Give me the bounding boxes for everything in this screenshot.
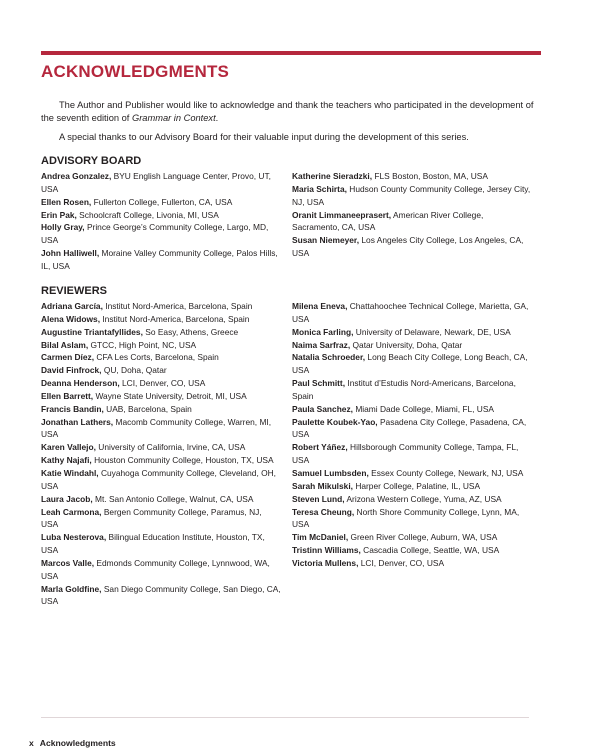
person-name: Samuel Lumbsden, xyxy=(292,467,369,478)
acknowledgment-entry xyxy=(41,209,281,222)
person-affiliation: Pasadena City College, Pasadena, CA, USA xyxy=(292,416,527,440)
person-affiliation: Hillsborough Community College, Tampa, FL, USA xyxy=(292,442,519,466)
person-name: Erin Pak, xyxy=(41,209,77,220)
intro-paragraph-2: A special thanks to our Advisory Board for their valuable input during the development of this series. xyxy=(59,132,469,143)
person-name: Holly Gray, xyxy=(41,222,85,233)
person-affiliation: University of Delaware, Newark, DE, USA xyxy=(355,326,511,337)
person-name: Leah Carmona, xyxy=(41,506,102,517)
header-rule xyxy=(41,51,541,55)
person-name: Katherine Sieradzki, xyxy=(292,171,373,181)
person-affiliation: GTCC, High Point, NC, USA xyxy=(90,339,197,350)
person-name: Naima Sarfraz, xyxy=(292,339,351,350)
acknowledgment-entry xyxy=(292,234,532,260)
page-footer xyxy=(29,738,122,748)
person-affiliation: Miami Dade College, Miami, FL, USA xyxy=(355,403,495,414)
person-affiliation: BYU English Language Center, Provo, UT, USA xyxy=(41,171,271,194)
person-affiliation: Hudson County Community College, Jersey City, NJ, USA xyxy=(292,183,531,207)
person-affiliation: Harper College, Palatine, IL, USA xyxy=(355,480,481,491)
person-name: Francis Bandin, xyxy=(41,403,104,414)
acknowledgment-entry xyxy=(41,170,281,196)
intro-text-part: . xyxy=(215,112,219,123)
person-name: Tim McDaniel, xyxy=(292,532,349,543)
person-name: Katie Windahl, xyxy=(41,467,99,478)
person-name: John Halliwell, xyxy=(41,248,100,259)
person-name: Alena Widows, xyxy=(41,313,101,324)
acknowledgment-entry xyxy=(41,339,281,352)
acknowledgment-entry xyxy=(41,454,281,467)
person-affiliation: American River College, Sacramento, CA, USA xyxy=(292,209,484,233)
person-name: Milena Eneva, xyxy=(292,301,348,311)
acknowledgment-entry xyxy=(41,441,281,454)
person-affiliation: Essex County College, Newark, NJ, USA xyxy=(371,467,524,478)
intro-text xyxy=(41,99,539,151)
acknowledgment-entry xyxy=(41,583,281,609)
person-name: Tristinn Williams, xyxy=(292,545,361,556)
footer-label: Acknowledgments xyxy=(39,738,116,748)
advisory-board-left-column xyxy=(41,170,281,273)
person-name: Paul Schmitt, xyxy=(292,378,346,389)
acknowledgment-entry xyxy=(292,209,532,235)
person-affiliation: So Easy, Athens, Greece xyxy=(145,326,239,337)
acknowledgment-entry xyxy=(41,313,281,326)
acknowledgment-entry xyxy=(292,557,532,570)
person-name: Susan Niemeyer, xyxy=(292,235,360,246)
person-affiliation: Institut Nord-America, Barcelona, Spain xyxy=(102,313,250,324)
acknowledgment-entry xyxy=(41,416,281,442)
acknowledgment-entry xyxy=(41,403,281,416)
intro-paragraph-1 xyxy=(41,99,539,124)
person-name: Luba Nesterova, xyxy=(41,532,107,543)
person-name: Natalia Schroeder, xyxy=(292,352,366,363)
person-affiliation: FLS Boston, Boston, MA, USA xyxy=(374,171,488,181)
acknowledgment-entry xyxy=(292,544,532,557)
person-name: Laura Jacob, xyxy=(41,493,93,504)
person-name: Robert Yáñez, xyxy=(292,442,348,453)
person-affiliation: Institut d’Estudis Nord-Americans, Barcelona, Spain xyxy=(292,378,516,401)
person-name: Oranit Limmaneeprasert, xyxy=(292,209,392,220)
acknowledgment-entry xyxy=(41,531,281,557)
page-number: x xyxy=(29,738,34,748)
acknowledgment-entry xyxy=(41,506,281,532)
person-affiliation: CFA Les Corts, Barcelona, Spain xyxy=(96,352,219,363)
person-affiliation: Cuyahoga Community College, Cleveland, OH, USA xyxy=(41,467,276,491)
acknowledgment-entry xyxy=(292,326,532,339)
person-affiliation: Bilingual Education Institute, Houston, TX, USA xyxy=(41,532,265,556)
acknowledgment-entry xyxy=(292,480,532,493)
person-name: Paulette Koubek-Yao, xyxy=(292,416,378,427)
acknowledgment-entry xyxy=(41,390,281,403)
acknowledgment-entry xyxy=(292,339,532,352)
acknowledgment-entry xyxy=(41,557,281,583)
person-affiliation: Moraine Valley Community College, Palos Hills, IL, USA xyxy=(41,248,278,271)
acknowledgment-entry xyxy=(292,403,532,416)
person-affiliation: LCI, Denver, CO, USA xyxy=(121,378,206,389)
advisory-board-heading: ADVISORY BOARD xyxy=(41,155,142,167)
person-name: David Finfrock, xyxy=(41,365,102,376)
footer-rule xyxy=(41,717,529,718)
person-affiliation: Chattahoochee Technical College, Marietta, GA, USA xyxy=(292,301,529,324)
acknowledgment-entry xyxy=(292,531,532,544)
person-affiliation: Arizona Western College, Yuma, AZ, USA xyxy=(346,493,502,504)
reviewers-right-column xyxy=(292,300,532,570)
person-affiliation: Prince George’s Community College, Largo, MD, USA xyxy=(41,222,269,246)
person-affiliation: QU, Doha, Qatar xyxy=(103,365,167,376)
person-affiliation: Green River College, Auburn, WA, USA xyxy=(350,532,498,543)
acknowledgment-entry xyxy=(41,467,281,493)
acknowledgment-entry xyxy=(292,351,532,377)
person-affiliation: Cascadia College, Seattle, WA, USA xyxy=(363,545,500,556)
person-name: Karen Vallejo, xyxy=(41,442,96,453)
acknowledgment-entry xyxy=(292,377,532,403)
person-affiliation: Mt. San Antonio College, Walnut, CA, USA xyxy=(95,493,254,504)
person-affiliation: Wayne State University, Detroit, MI, USA xyxy=(95,390,247,401)
person-affiliation: Macomb Community College, Warren, MI, USA xyxy=(41,416,272,440)
person-name: Kathy Najafi, xyxy=(41,455,92,466)
person-name: Steven Lund, xyxy=(292,493,345,504)
person-affiliation: University of California, Irvine, CA, USA xyxy=(98,442,246,453)
person-affiliation: Long Beach City College, Long Beach, CA, USA xyxy=(292,352,528,376)
person-name: Monica Farling, xyxy=(292,326,354,337)
person-affiliation: Los Angeles City College, Los Angeles, CA, USA xyxy=(292,235,524,259)
person-name: Augustine Triantafyllides, xyxy=(41,326,143,337)
person-name: Teresa Cheung, xyxy=(292,506,355,517)
advisory-board-right-column xyxy=(292,170,532,260)
acknowledgment-entry xyxy=(292,493,532,506)
acknowledgment-entry xyxy=(292,300,532,326)
person-affiliation: Houston Community College, Houston, TX, USA xyxy=(94,455,274,466)
person-name: Jonathan Lathers, xyxy=(41,416,114,427)
person-affiliation: North Shore Community College, Lynn, MA, USA xyxy=(292,506,520,530)
acknowledgment-entry xyxy=(292,467,532,480)
intro-text-part: The Author and Publisher would like to acknowledge and thank the teachers who participated in the development of the seventh edition of xyxy=(41,100,534,123)
person-name: Bilal Aslam, xyxy=(41,339,89,350)
person-name: Deanna Henderson, xyxy=(41,378,120,389)
acknowledgment-entry xyxy=(292,506,532,532)
person-name: Paula Sanchez, xyxy=(292,403,353,414)
acknowledgment-entry xyxy=(292,416,532,442)
acknowledgment-entry xyxy=(292,183,532,209)
acknowledgment-entry xyxy=(41,326,281,339)
acknowledgment-entry xyxy=(41,300,281,313)
person-affiliation: Schoolcraft College, Livonia, MI, USA xyxy=(79,209,219,220)
reviewers-left-column xyxy=(41,300,281,608)
person-affiliation: Edmonds Community College, Lynnwood, WA, USA xyxy=(41,557,270,581)
person-affiliation: Bergen Community College, Paramus, NJ, USA xyxy=(41,506,262,530)
acknowledgment-entry xyxy=(41,493,281,506)
acknowledgment-entry xyxy=(41,377,281,390)
person-affiliation: LCI, Denver, CO, USA xyxy=(360,557,445,568)
person-name: Maria Schirta, xyxy=(292,183,347,194)
acknowledgment-entry xyxy=(41,196,281,209)
acknowledgment-entry xyxy=(292,441,532,467)
person-name: Sarah Mikulski, xyxy=(292,480,353,491)
page-title: ACKNOWLEDGMENTS xyxy=(41,62,230,81)
person-name: Adriana García, xyxy=(41,301,103,311)
person-name: Carmen Díez, xyxy=(41,352,95,363)
person-name: Andrea Gonzalez, xyxy=(41,171,112,181)
reviewers-heading: REVIEWERS xyxy=(41,285,108,297)
person-affiliation: Qatar University, Doha, Qatar xyxy=(352,339,463,350)
person-affiliation: Fullerton College, Fullerton, CA, USA xyxy=(93,196,233,207)
person-name: Victoria Mullens, xyxy=(292,557,359,568)
acknowledgment-entry xyxy=(41,221,281,247)
person-name: Ellen Barrett, xyxy=(41,390,94,401)
acknowledgment-entry xyxy=(41,351,281,364)
acknowledgment-entry xyxy=(41,364,281,377)
person-name: Ellen Rosen, xyxy=(41,196,92,207)
person-affiliation: UAB, Barcelona, Spain xyxy=(106,403,192,414)
book-title: Grammar in Context xyxy=(131,112,216,123)
acknowledgment-entry xyxy=(41,247,281,273)
person-affiliation: Institut Nord-America, Barcelona, Spain xyxy=(105,301,253,311)
person-name: Marcos Valle, xyxy=(41,557,95,568)
acknowledgment-entry xyxy=(292,170,532,183)
person-affiliation: San Diego Community College, San Diego, CA, USA xyxy=(41,583,281,607)
person-name: Marla Goldfine, xyxy=(41,583,102,594)
